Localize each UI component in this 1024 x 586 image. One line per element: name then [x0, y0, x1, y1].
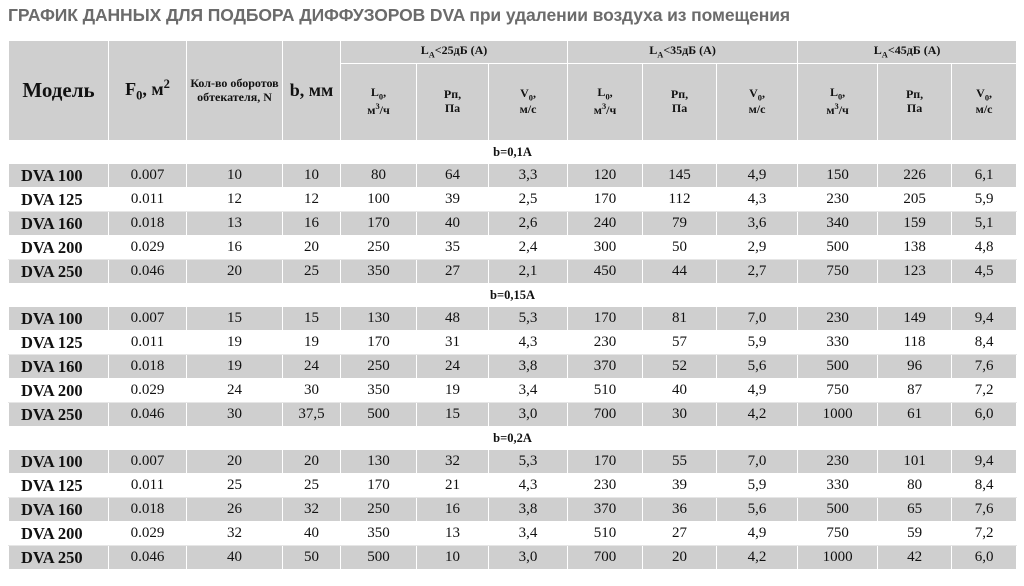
col-header-pp-group-3: Рп, Па	[878, 64, 952, 141]
section-header-row	[9, 427, 1017, 450]
table-cell: 149	[878, 307, 952, 331]
table-cell: 0.046	[109, 260, 187, 284]
table-cell: 25	[187, 474, 283, 498]
table-cell: 300	[568, 236, 643, 260]
table-row	[9, 498, 1017, 522]
table-cell: 20	[283, 236, 341, 260]
table-cell: 42	[878, 546, 952, 570]
table-cell: 2,4	[489, 236, 568, 260]
table-cell: 5,3	[489, 307, 568, 331]
table-cell: 96	[878, 355, 952, 379]
table-cell: 250	[341, 498, 417, 522]
table-cell: 15	[187, 307, 283, 331]
table-cell: 1000	[798, 546, 878, 570]
table-cell: 750	[798, 379, 878, 403]
table-row	[9, 331, 1017, 355]
table-cell: 510	[568, 522, 643, 546]
table-cell: 32	[187, 522, 283, 546]
col-header-l0-group-1: $L_0$, $м^3/ч$	[341, 64, 417, 141]
table-cell: 5,1	[952, 212, 1017, 236]
table-cell: 48	[417, 307, 489, 331]
table-cell: 20	[187, 450, 283, 474]
table-cell: 9,4	[952, 450, 1017, 474]
table-cell: 0.046	[109, 403, 187, 427]
model-cell: DVA 200	[9, 379, 109, 403]
col-header-v0-group-3: $V_0$, м/с	[952, 64, 1017, 141]
table-cell: 7,6	[952, 498, 1017, 522]
table-cell: 230	[568, 474, 643, 498]
table-cell: 170	[341, 212, 417, 236]
table-row	[9, 236, 1017, 260]
table-cell: 36	[643, 498, 717, 522]
col-header-pp-group-2: Рп, Па	[643, 64, 717, 141]
table-cell: 16	[417, 498, 489, 522]
table-cell: 3,3	[489, 164, 568, 188]
table-cell: 750	[798, 522, 878, 546]
model-cell: DVA 160	[9, 212, 109, 236]
table-cell: 500	[798, 236, 878, 260]
table-cell: 0.011	[109, 331, 187, 355]
section-label: b=0,1A	[9, 141, 1017, 164]
table-cell: 230	[798, 307, 878, 331]
table-cell: 27	[643, 522, 717, 546]
model-cell: DVA 250	[9, 546, 109, 570]
table-cell: 27	[417, 260, 489, 284]
table-cell: 450	[568, 260, 643, 284]
table-cell: 52	[643, 355, 717, 379]
table-cell: 130	[341, 450, 417, 474]
table-cell: 0.011	[109, 474, 187, 498]
table-cell: 0.007	[109, 450, 187, 474]
table-cell: 100	[341, 188, 417, 212]
table-cell: 40	[283, 522, 341, 546]
table-cell: 25	[283, 474, 341, 498]
table-cell: 370	[568, 498, 643, 522]
table-cell: 5,6	[717, 355, 798, 379]
table-cell: 32	[283, 498, 341, 522]
table-row	[9, 379, 1017, 403]
table-cell: 0.018	[109, 355, 187, 379]
table-cell: 50	[643, 236, 717, 260]
table-cell: 8,4	[952, 474, 1017, 498]
table-cell: 4,9	[717, 164, 798, 188]
section-label: b=0,15A	[9, 284, 1017, 307]
table-cell: 80	[878, 474, 952, 498]
table-cell: 3,4	[489, 522, 568, 546]
col-header-l0-group-2: $L_0$, $м^3/ч$	[568, 64, 643, 141]
table-cell: 59	[878, 522, 952, 546]
table-cell: 350	[341, 260, 417, 284]
model-cell: DVA 250	[9, 260, 109, 284]
table-cell: 20	[283, 450, 341, 474]
table-cell: 20	[187, 260, 283, 284]
table-row	[9, 260, 1017, 284]
table-cell: 5,6	[717, 498, 798, 522]
table-cell: 170	[568, 188, 643, 212]
table-cell: 150	[798, 164, 878, 188]
table-row	[9, 355, 1017, 379]
table-cell: 4,2	[717, 403, 798, 427]
table-cell: 40	[417, 212, 489, 236]
table-cell: 500	[341, 403, 417, 427]
table-cell: 80	[341, 164, 417, 188]
table-cell: 37,5	[283, 403, 341, 427]
table-cell: 500	[341, 546, 417, 570]
table-cell: 26	[187, 498, 283, 522]
table-cell: 44	[643, 260, 717, 284]
table-cell: 330	[798, 474, 878, 498]
table-cell: 0.029	[109, 236, 187, 260]
table-cell: 700	[568, 546, 643, 570]
col-header-l0-group-3: $L_0$, $м^3/ч$	[798, 64, 878, 141]
table-cell: 6,1	[952, 164, 1017, 188]
table-cell: 0.046	[109, 546, 187, 570]
table-cell: 3,8	[489, 355, 568, 379]
table-cell: 250	[341, 355, 417, 379]
table-cell: 5,9	[952, 188, 1017, 212]
col-header-f0: $F_0$, $м^2$	[109, 41, 187, 141]
table-cell: 30	[283, 379, 341, 403]
table-cell: 3,8	[489, 498, 568, 522]
table-cell: 2,5	[489, 188, 568, 212]
table-cell: 5,9	[717, 331, 798, 355]
model-cell: DVA 125	[9, 474, 109, 498]
col-header-pp-group-1: Рп, Па	[417, 64, 489, 141]
col-header-turns: Кол-во оборотов обтекателя, N	[187, 41, 283, 141]
table-cell: 230	[568, 331, 643, 355]
table-cell: 7,2	[952, 379, 1017, 403]
table-cell: 32	[417, 450, 489, 474]
table-row	[9, 546, 1017, 570]
table-cell: 3,0	[489, 546, 568, 570]
model-cell: DVA 100	[9, 450, 109, 474]
model-cell: DVA 200	[9, 236, 109, 260]
table-cell: 31	[417, 331, 489, 355]
table-cell: 0.007	[109, 164, 187, 188]
table-cell: 240	[568, 212, 643, 236]
table-cell: 2,7	[717, 260, 798, 284]
table-cell: 13	[417, 522, 489, 546]
table-cell: 4,9	[717, 379, 798, 403]
table-cell: 7,2	[952, 522, 1017, 546]
table-cell: 750	[798, 260, 878, 284]
model-cell: DVA 100	[9, 307, 109, 331]
table-cell: 8,4	[952, 331, 1017, 355]
table-cell: 40	[187, 546, 283, 570]
table-cell: 170	[568, 307, 643, 331]
model-cell: DVA 125	[9, 331, 109, 355]
table-cell: 500	[798, 355, 878, 379]
table-cell: 3,4	[489, 379, 568, 403]
table-cell: 13	[187, 212, 283, 236]
table-cell: 1000	[798, 403, 878, 427]
table-cell: 21	[417, 474, 489, 498]
table-cell: 87	[878, 379, 952, 403]
table-cell: 145	[643, 164, 717, 188]
group-header-25db: $L_A<25дБ$ (A)	[341, 41, 568, 64]
table-cell: 500	[798, 498, 878, 522]
table-cell: 510	[568, 379, 643, 403]
page-title: ГРАФИК ДАННЫХ ДЛЯ ПОДБОРА ДИФФУЗОРОВ DVA при удалении воздуха из помещения	[8, 5, 790, 25]
table-cell: 330	[798, 331, 878, 355]
table-cell: 370	[568, 355, 643, 379]
table-cell: 340	[798, 212, 878, 236]
table-cell: 3,0	[489, 403, 568, 427]
table-cell: 40	[643, 379, 717, 403]
table-cell: 10	[417, 546, 489, 570]
table-cell: 4,3	[489, 474, 568, 498]
table-row	[9, 164, 1017, 188]
table-cell: 10	[187, 164, 283, 188]
table-row	[9, 403, 1017, 427]
table-cell: 0.018	[109, 498, 187, 522]
table-cell: 120	[568, 164, 643, 188]
table-cell: 0.007	[109, 307, 187, 331]
table-cell: 9,4	[952, 307, 1017, 331]
diffuser-selection-table	[8, 40, 1017, 570]
table-cell: 5,3	[489, 450, 568, 474]
group-header-35db: $L_A<35дБ$ (A)	[568, 41, 798, 64]
table-cell: 159	[878, 212, 952, 236]
table-cell: 350	[341, 522, 417, 546]
table-cell: 25	[283, 260, 341, 284]
model-cell: DVA 100	[9, 164, 109, 188]
table-cell: 19	[187, 355, 283, 379]
table-cell: 226	[878, 164, 952, 188]
table-cell: 123	[878, 260, 952, 284]
table-cell: 57	[643, 331, 717, 355]
header-row-groups	[9, 41, 1017, 64]
table-cell: 250	[341, 236, 417, 260]
table-cell: 24	[187, 379, 283, 403]
table-cell: 0.018	[109, 212, 187, 236]
model-cell: DVA 125	[9, 188, 109, 212]
table-cell: 35	[417, 236, 489, 260]
table-cell: 61	[878, 403, 952, 427]
table-row	[9, 522, 1017, 546]
table-cell: 170	[568, 450, 643, 474]
model-cell: DVA 200	[9, 522, 109, 546]
table-cell: 39	[417, 188, 489, 212]
table-cell: 19	[417, 379, 489, 403]
model-cell: DVA 160	[9, 498, 109, 522]
table-row	[9, 450, 1017, 474]
group-header-45db: $L_A<45дБ$ (A)	[798, 41, 1017, 64]
table-cell: 700	[568, 403, 643, 427]
table-cell: 19	[187, 331, 283, 355]
col-header-model: Модель	[9, 41, 109, 141]
table-cell: 19	[283, 331, 341, 355]
table-cell: 7,0	[717, 450, 798, 474]
table-cell: 16	[187, 236, 283, 260]
table-row	[9, 474, 1017, 498]
table-cell: 130	[341, 307, 417, 331]
table-cell: 4,9	[717, 522, 798, 546]
table-cell: 4,8	[952, 236, 1017, 260]
table-cell: 350	[341, 379, 417, 403]
table-body	[9, 141, 1017, 570]
table-cell: 50	[283, 546, 341, 570]
table-cell: 205	[878, 188, 952, 212]
table-row	[9, 212, 1017, 236]
table-cell: 118	[878, 331, 952, 355]
table-cell: 2,6	[489, 212, 568, 236]
table-cell: 12	[187, 188, 283, 212]
table-cell: 2,9	[717, 236, 798, 260]
table-cell: 2,1	[489, 260, 568, 284]
table-cell: 10	[283, 164, 341, 188]
table-cell: 230	[798, 188, 878, 212]
table-cell: 0.029	[109, 522, 187, 546]
table-cell: 4,3	[717, 188, 798, 212]
col-header-v0-group-1: $V_0$, м/с	[489, 64, 568, 141]
table-cell: 3,6	[717, 212, 798, 236]
table-cell: 20	[643, 546, 717, 570]
table-cell: 15	[417, 403, 489, 427]
section-header-row	[9, 141, 1017, 164]
table-cell: 4,3	[489, 331, 568, 355]
table-cell: 0.029	[109, 379, 187, 403]
table-cell: 7,0	[717, 307, 798, 331]
table-cell: 55	[643, 450, 717, 474]
table-cell: 24	[283, 355, 341, 379]
table-row	[9, 307, 1017, 331]
table-cell: 6,0	[952, 546, 1017, 570]
table-cell: 170	[341, 474, 417, 498]
col-header-v0-group-2: $V_0$, м/с	[717, 64, 798, 141]
table-cell: 6,0	[952, 403, 1017, 427]
table-row	[9, 188, 1017, 212]
table-cell: 65	[878, 498, 952, 522]
table-cell: 5,9	[717, 474, 798, 498]
col-header-b: b, мм	[283, 41, 341, 141]
model-cell: DVA 250	[9, 403, 109, 427]
table-cell: 39	[643, 474, 717, 498]
model-cell: DVA 160	[9, 355, 109, 379]
section-header-row	[9, 284, 1017, 307]
table-cell: 30	[643, 403, 717, 427]
table-cell: 7,6	[952, 355, 1017, 379]
table-cell: 64	[417, 164, 489, 188]
section-label: b=0,2A	[9, 427, 1017, 450]
table-cell: 170	[341, 331, 417, 355]
table-cell: 12	[283, 188, 341, 212]
table-cell: 79	[643, 212, 717, 236]
table-cell: 112	[643, 188, 717, 212]
table-cell: 24	[417, 355, 489, 379]
table-cell: 230	[798, 450, 878, 474]
table-cell: 101	[878, 450, 952, 474]
table-cell: 15	[283, 307, 341, 331]
table-cell: 0.011	[109, 188, 187, 212]
table-cell: 81	[643, 307, 717, 331]
table-cell: 16	[283, 212, 341, 236]
table-cell: 138	[878, 236, 952, 260]
table-cell: 4,5	[952, 260, 1017, 284]
table-cell: 4,2	[717, 546, 798, 570]
table-cell: 30	[187, 403, 283, 427]
